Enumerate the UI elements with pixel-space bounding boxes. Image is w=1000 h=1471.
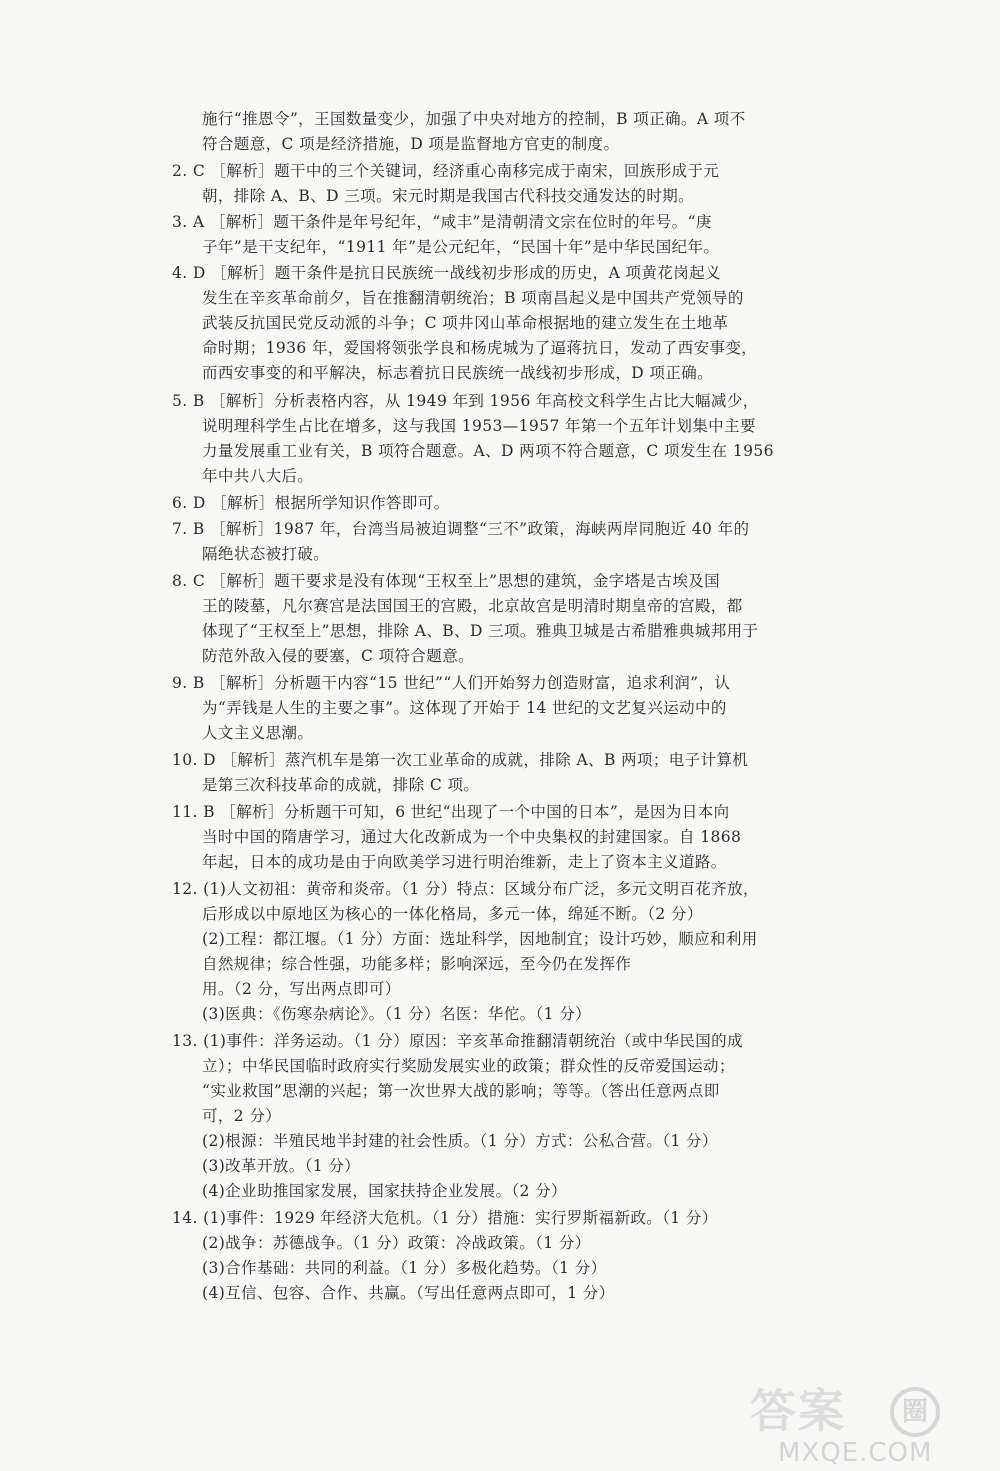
- watermark-url: MXQE.COM: [778, 1438, 933, 1468]
- text-line: 年中共八大后。: [202, 467, 314, 485]
- text-line: 为“弄钱是人生的主要之事”。这体现了开始于 14 世纪的文艺复兴运动中的: [202, 699, 727, 717]
- text-line: 3. A ［解析］题干条件是年号纪年，“咸丰”是清朝清文宗在位时的年号。“庚: [172, 213, 712, 231]
- text-line: (4)企业助推国家发展，国家扶持企业发展。（2 分）: [202, 1182, 567, 1200]
- text-line: 人文主义思潮。: [202, 724, 314, 742]
- text-line: 武装反抗国民党反动派的斗争；C 项井冈山革命根据地的建立发生在土地革: [202, 314, 729, 332]
- text-line: 后形成以中原地区为核心的一体化格局，多元一体，绵延不断。（2 分）: [202, 905, 703, 923]
- text-line: 用。（2 分，写出两点即可）: [202, 980, 401, 998]
- text-line: (3)合作基础：共同的利益。（1 分）多极化趋势。（1 分）: [202, 1259, 607, 1277]
- text-line: (2)战争：苏德战争。（1 分）政策：冷战政策。（1 分）: [202, 1234, 591, 1252]
- text-line: (3)改革开放。（1 分）: [202, 1157, 361, 1175]
- text-line: (2)根源：半殖民地半封建的社会性质。（1 分）方式：公私合营。（1 分）: [202, 1132, 718, 1150]
- text-line: 说明理科学生占比在增多，这与我国 1953—1957 年第一个五年计划集中主要: [202, 417, 756, 435]
- text-line: 8. C ［解析］题干要求是没有体现“王权至上”思想的建筑，金字塔是古埃及国: [172, 572, 721, 590]
- text-line: 7. B ［解析］1987 年，台湾当局被迫调整“三不”政策，海峡两岸同胞近 40 年的: [172, 520, 750, 538]
- watermark-title: 答案: [750, 1384, 846, 1438]
- text-line: 5. B ［解析］分析表格内容，从 1949 年到 1956 年高校文科学生占比大幅减少，: [172, 392, 759, 410]
- text-line: 11. B ［解析］分析题干可知，6 世纪“出现了一个中国的日本”，是因为日本向: [172, 803, 730, 821]
- text-line: 防范外敌入侵的要塞，C 项符合题意。: [202, 647, 474, 665]
- text-line: 年起，日本的成功是由于向欧美学习进行明治维新，走上了资本主义道路。: [202, 853, 727, 871]
- watermark-badge: 圈: [890, 1387, 940, 1437]
- text-line: 力量发展重工业有关，B 项符合题意。A、D 两项不符合题意，C 项发生在 1956: [202, 442, 774, 460]
- text-line: 施行“推恩令”，王国数量变少，加强了中央对地方的控制，B 项正确。A 项不: [202, 110, 746, 128]
- text-line: 13. (1)事件：洋务运动。（1 分）原因：辛亥革命推翻清朝统治（或中华民国的成: [172, 1032, 743, 1050]
- text-line: 朝，排除 A、B、D 三项。宋元时期是我国古代科技交通发达的时期。: [202, 187, 695, 205]
- text-line: 发生在辛亥革命前夕，旨在推翻清朝统治；B 项南昌起义是中国共产党领导的: [202, 289, 744, 307]
- text-line: 立）；中华民国临时政府实行奖励发展实业的政策；群众性的反帝爱国运动；: [202, 1057, 735, 1075]
- text-line: 12. (1)人文初祖：黄帝和炎帝。（1 分）特点：区域分布广泛，多元文明百花齐放，: [172, 880, 759, 898]
- text-line: “实业救国”思潮的兴起；第一次世界大战的影响；等等。（答出任意两点即: [202, 1082, 720, 1100]
- text-line: 6. D ［解析］根据所学知识作答即可。: [172, 494, 450, 512]
- text-line: 王的陵墓，凡尔赛宫是法国国王的宫殿，北京故宫是明清时期皇帝的宫殿，都: [202, 597, 743, 615]
- text-line: 而西安事变的和平解决，标志着抗日民族统一战线初步形成，D 项正确。: [202, 364, 714, 382]
- watermark-logo: [720, 1385, 960, 1469]
- text-line: 自然规律；综合性强，功能多样；影响深远，至今仍在发挥作: [202, 955, 632, 973]
- text-line: 4. D ［解析］题干条件是抗日民族统一战线初步形成的历史，A 项黄花岗起义: [172, 264, 721, 282]
- text-line: 命时期；1936 年，爱国将领张学良和杨虎城为了逼蒋抗日，发动了西安事变，: [202, 339, 758, 357]
- text-line: 子年”是干支纪年，“1911 年”是公元纪年，“民国十年”是中华民国纪年。: [202, 238, 720, 256]
- text-line: 当时中国的隋唐学习，通过大化改新成为一个中央集权的封建国家。自 1868: [202, 828, 742, 846]
- text-line: 可，2 分）: [202, 1107, 282, 1125]
- text-line: 隔绝状态被打破。: [202, 545, 330, 563]
- text-line: 10. D ［解析］蒸汽机车是第一次工业革命的成就，排除 A、B 两项；电子计算机: [172, 751, 749, 769]
- text-line: 2. C ［解析］题干中的三个关键词，经济重心南移完成于南宋，回族形成于元: [172, 162, 720, 180]
- text-line: 是第三次科技革命的成就，排除 C 项。: [202, 776, 480, 794]
- text-line: (4)互信、包容、合作、共赢。（写出任意两点即可，1 分）: [202, 1284, 615, 1302]
- text-line: 符合题意，C 项是经济措施，D 项是监督地方官吏的制度。: [202, 135, 620, 153]
- text-line: (3)医典：《伤寒杂病论》。（1 分）名医：华佗。（1 分）: [202, 1005, 592, 1023]
- text-line: 14. (1)事件：1929 年经济大危机。（1 分）措施：实行罗斯福新政。（1 分）: [172, 1209, 718, 1227]
- text-line: 9. B ［解析］分析题干内容“15 世纪”“人们开始努力创造财富，追求利润”，认: [172, 674, 731, 692]
- text-line: 体现了“王权至上”思想，排除 A、B、D 三项。雅典卫城是古希腊雅典城邦用于: [202, 622, 759, 640]
- text-line: (2)工程：都江堰。（1 分）方面：选址科学，因地制宜；设计巧妙，顺应和利用: [202, 930, 758, 948]
